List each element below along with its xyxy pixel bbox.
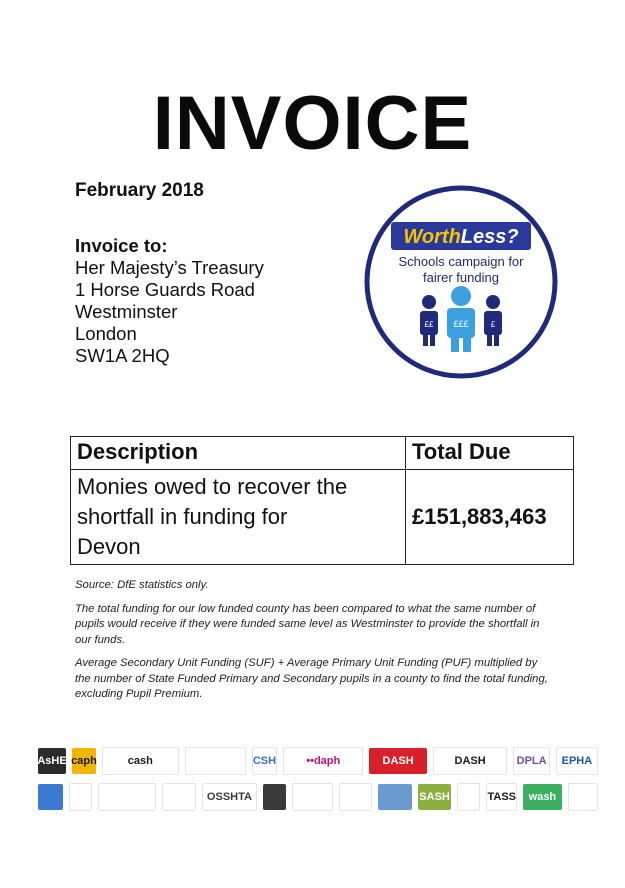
header-description: Description [71, 437, 406, 470]
sponsor-logo: OSSHTA [202, 783, 257, 811]
sponsor-logo: AsHE [38, 748, 66, 774]
invoice-table [70, 436, 574, 565]
figure-label: ££ [424, 320, 434, 329]
sponsor-logo [292, 783, 333, 811]
address-line: London [75, 323, 137, 344]
sponsor-logo [162, 783, 196, 811]
sponsor-logo [378, 784, 412, 810]
sponsor-logo [263, 784, 286, 810]
address-line: Westminster [75, 301, 178, 322]
logo-tagline-1: Schools campaign for [398, 254, 524, 269]
sponsor-logo [185, 747, 246, 775]
header-total-due: Total Due [406, 437, 574, 470]
sponsor-logo: caph [72, 748, 96, 774]
logo-brand-part2: Less? [460, 226, 519, 248]
sponsor-logo: DPLA [513, 747, 549, 775]
sponsor-logo [339, 783, 373, 811]
logo-tagline-2: fairer funding [423, 270, 499, 285]
description-line: Devon [77, 534, 141, 559]
sponsor-logo [38, 784, 63, 810]
sponsor-logo [69, 783, 92, 811]
address-line: SW1A 2HQ [75, 345, 170, 366]
total-due-amount: £151,883,463 [406, 470, 574, 565]
sponsor-row [38, 744, 598, 778]
sponsor-logo: CSH [252, 747, 277, 775]
invoice-title: INVOICE [152, 81, 473, 166]
sponsor-logo [98, 783, 156, 811]
sponsor-logo: DASH [369, 748, 426, 774]
description-line: shortfall in funding for [77, 504, 288, 529]
sponsor-logo: DASH [433, 747, 508, 775]
notes-section [75, 578, 550, 711]
table-row [71, 470, 574, 565]
sponsor-row [38, 780, 598, 814]
invoice-to-block [75, 235, 264, 367]
sponsor-logo: cash [102, 747, 179, 775]
address-line: 1 Horse Guards Road [75, 279, 255, 300]
sponsor-logo: EPHA [556, 747, 598, 775]
sponsor-logo: SASH [418, 784, 452, 810]
sponsor-logo: wash [523, 784, 562, 810]
logo-brand-part1: Worth [403, 226, 461, 248]
figure-label: £ [490, 320, 496, 329]
invoice-to-label: Invoice to: [75, 235, 168, 256]
figure-label: £££ [453, 319, 469, 329]
sponsor-logo: TASS [486, 783, 517, 811]
sponsor-logo [457, 783, 480, 811]
note-method: The total funding for our low funded county has been compared to what the same number of pupils would receive if they were funded same level as Westminster to provide the shortfall in our funds. [75, 602, 540, 646]
description-line: Monies owed to recover the [77, 474, 348, 499]
note-source: Source: DfE statistics only. [75, 579, 209, 591]
logo-brand [403, 226, 518, 248]
note-formula: Average Secondary Unit Funding (SUF) + Average Primary Unit Funding (PUF) multiplied by the number of State Funded Primary and Secondary pupils in a county to find the total funding, excluding Pupil Premium. [75, 657, 548, 700]
address-line: Her Majesty’s Treasury [75, 257, 264, 278]
sponsor-logo: ••daph [283, 747, 363, 775]
table-header-row [71, 437, 574, 470]
description-cell [71, 470, 406, 565]
sponsor-logo [568, 783, 598, 811]
sponsor-logos [38, 744, 598, 816]
worthless-campaign-logo [363, 184, 559, 380]
invoice-date: February 2018 [75, 180, 204, 201]
